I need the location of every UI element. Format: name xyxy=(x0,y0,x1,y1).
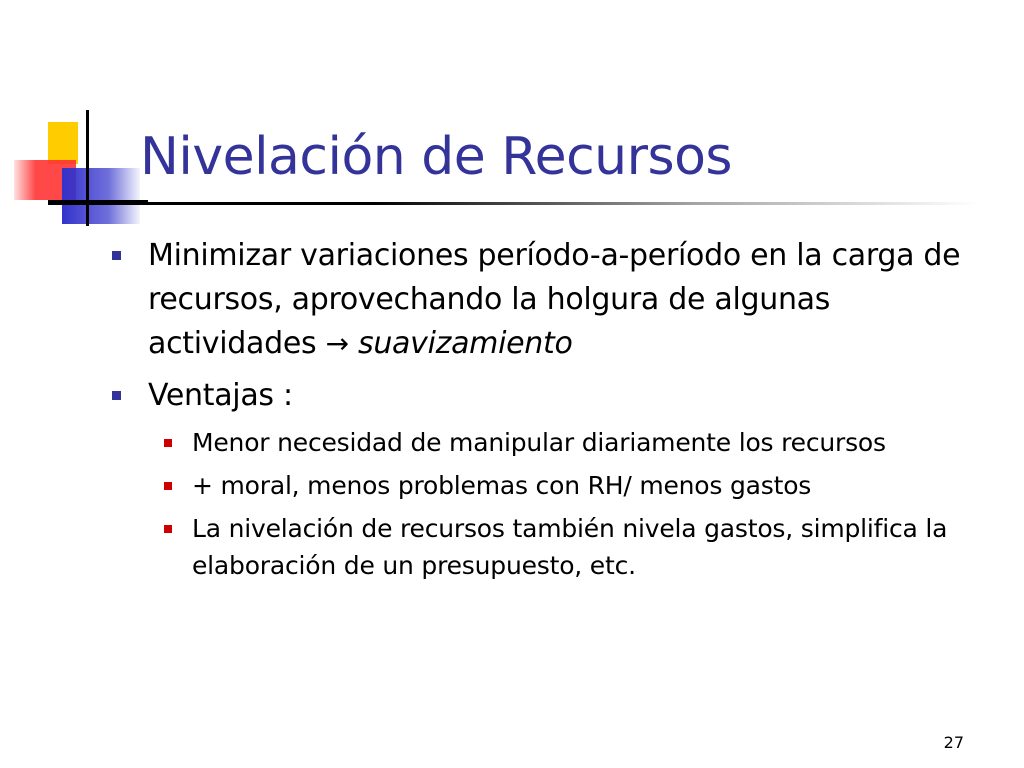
bullet-item-2 xyxy=(108,374,988,418)
red-square-bullet-icon xyxy=(164,482,172,490)
sub-bullet-item xyxy=(108,424,988,461)
sub-bullet-text: La nivelación de recursos también nivela gastos, simplifica la elaboración de un presupuesto, etc. xyxy=(192,514,948,580)
red-square-bullet-icon xyxy=(164,439,172,447)
slide-content xyxy=(108,234,988,590)
title-divider xyxy=(48,202,978,205)
bullet-item-1-text: Minimizar variaciones período-a-período en la carga de recursos, aprovechando la holgura de algunas actividades xyxy=(148,238,961,361)
sub-bullet-text: + moral, menos problemas con RH/ menos gastos xyxy=(192,471,812,500)
square-cross-logo-icon xyxy=(0,100,150,230)
blue-square-bullet-icon xyxy=(112,251,121,260)
slide-title: Nivelación de Recursos xyxy=(140,127,733,187)
red-square-bullet-icon xyxy=(164,525,172,533)
bullet-item-1-emphasis: suavizamiento xyxy=(358,326,573,361)
sub-bullet-list xyxy=(108,424,988,584)
bullet-item-1 xyxy=(108,234,988,366)
sub-bullet-item xyxy=(108,510,988,584)
page-number: 27 xyxy=(943,733,964,752)
blue-square-bullet-icon xyxy=(112,391,121,400)
arrow-right-icon: → xyxy=(325,327,349,360)
sub-bullet-text: Menor necesidad de manipular diariamente los recursos xyxy=(192,428,886,457)
sub-bullet-item xyxy=(108,467,988,504)
bullet-item-2-text: Ventajas : xyxy=(148,378,293,413)
